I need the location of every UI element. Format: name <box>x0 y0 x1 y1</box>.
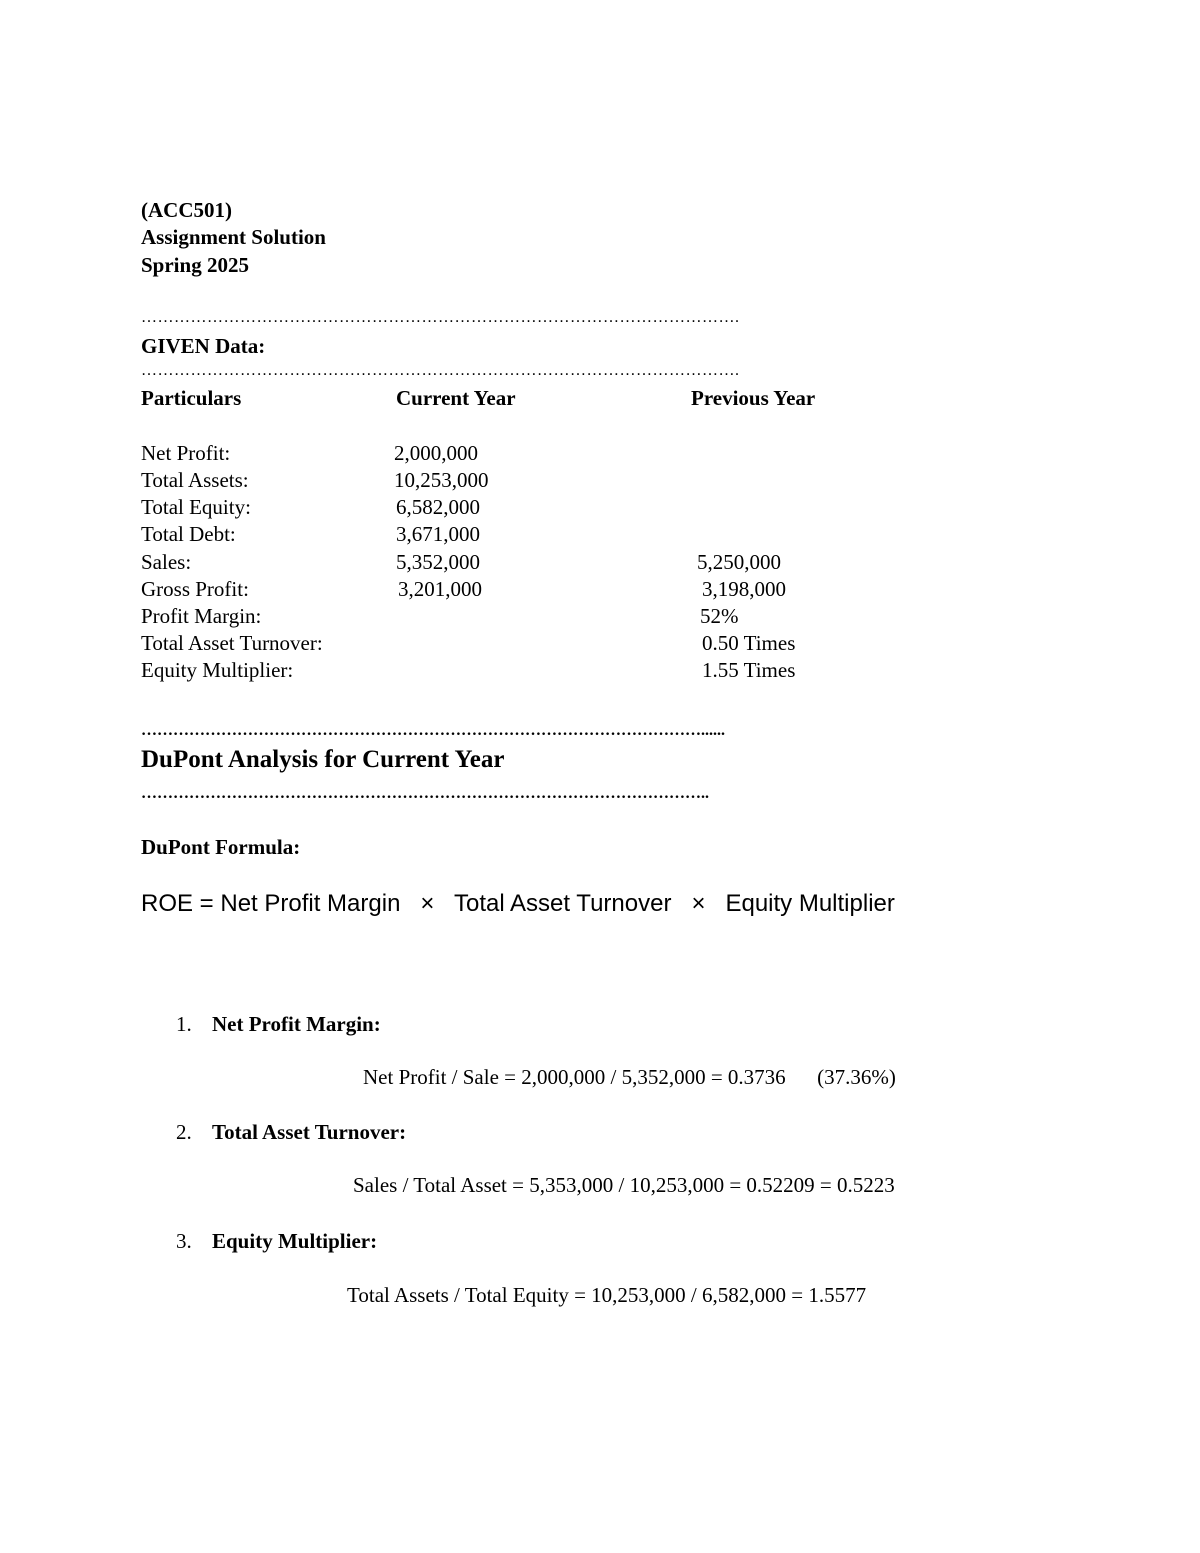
row-current: 10,253,000 <box>394 468 489 492</box>
calculation-net-profit-margin: Net Profit / Sale = 2,000,000 / 5,352,000 = 0.3736 (37.36%) <box>363 1065 896 1089</box>
list-number: 3. <box>176 1229 192 1253</box>
separator: ………………………………………………………………………………………………. <box>141 309 740 326</box>
table-row <box>0 495 1200 522</box>
row-label: Total Debt: <box>141 522 236 546</box>
dupont-formula: ROE = Net Profit Margin × Total Asset Turnover × Equity Multiplier <box>141 890 895 917</box>
table-row <box>0 468 1200 495</box>
course-code: (ACC501) <box>141 198 232 222</box>
row-current: 3,671,000 <box>396 522 480 546</box>
row-label: Equity Multiplier: <box>141 658 294 682</box>
list-item-title: Total Asset Turnover: <box>212 1120 407 1144</box>
table-row <box>0 604 1200 631</box>
list-number: 1. <box>176 1012 192 1036</box>
row-current: 2,000,000 <box>394 441 478 465</box>
calculation-equity-multiplier: Total Assets / Total Equity = 10,253,000 / 6,582,000 = 1.5577 <box>347 1283 867 1307</box>
table-row <box>0 522 1200 549</box>
row-label: Total Equity: <box>141 495 251 519</box>
row-previous: 3,198,000 <box>702 577 786 601</box>
row-current: 3,201,000 <box>398 577 482 601</box>
section-heading: DuPont Analysis for Current Year <box>141 746 505 773</box>
table-row <box>0 658 1200 685</box>
calculation-total-asset-turnover: Sales / Total Asset = 5,353,000 / 10,253,000 = 0.52209 = 0.5223 <box>353 1173 895 1197</box>
given-data-label: GIVEN Data: <box>141 334 266 358</box>
column-header-current-year: Current Year <box>396 386 516 410</box>
row-previous: 52% <box>700 604 739 628</box>
row-current: 6,582,000 <box>396 495 480 519</box>
row-label: Net Profit: <box>141 441 231 465</box>
term-label: Spring 2025 <box>141 253 249 277</box>
row-label: Profit Margin: <box>141 604 262 628</box>
list-number: 2. <box>176 1120 192 1144</box>
column-header-previous-year: Previous Year <box>691 386 816 410</box>
row-previous: 1.55 Times <box>702 658 796 682</box>
row-label: Total Assets: <box>141 468 249 492</box>
column-header-particulars: Particulars <box>141 386 242 410</box>
row-current: 5,352,000 <box>396 550 480 574</box>
separator: ………………………………………………………………………………………………. <box>141 362 740 379</box>
table-row <box>0 577 1200 604</box>
separator: ……………………………………………………………………………………………...... <box>141 722 725 739</box>
row-previous: 5,250,000 <box>697 550 781 574</box>
row-previous: 0.50 Times <box>702 631 796 655</box>
row-label: Gross Profit: <box>141 577 249 601</box>
list-item-title: Net Profit Margin: <box>212 1012 381 1036</box>
row-label: Sales: <box>141 550 192 574</box>
row-label: Total Asset Turnover: <box>141 631 323 655</box>
given-table-header <box>0 386 1200 413</box>
document-title: Assignment Solution <box>141 225 326 249</box>
table-row <box>0 441 1200 468</box>
table-row <box>0 550 1200 577</box>
formula-label: DuPont Formula: <box>141 835 301 859</box>
table-row <box>0 631 1200 658</box>
list-item-title: Equity Multiplier: <box>212 1229 378 1253</box>
separator: …………………………………………………………………………………………….. <box>141 785 709 802</box>
